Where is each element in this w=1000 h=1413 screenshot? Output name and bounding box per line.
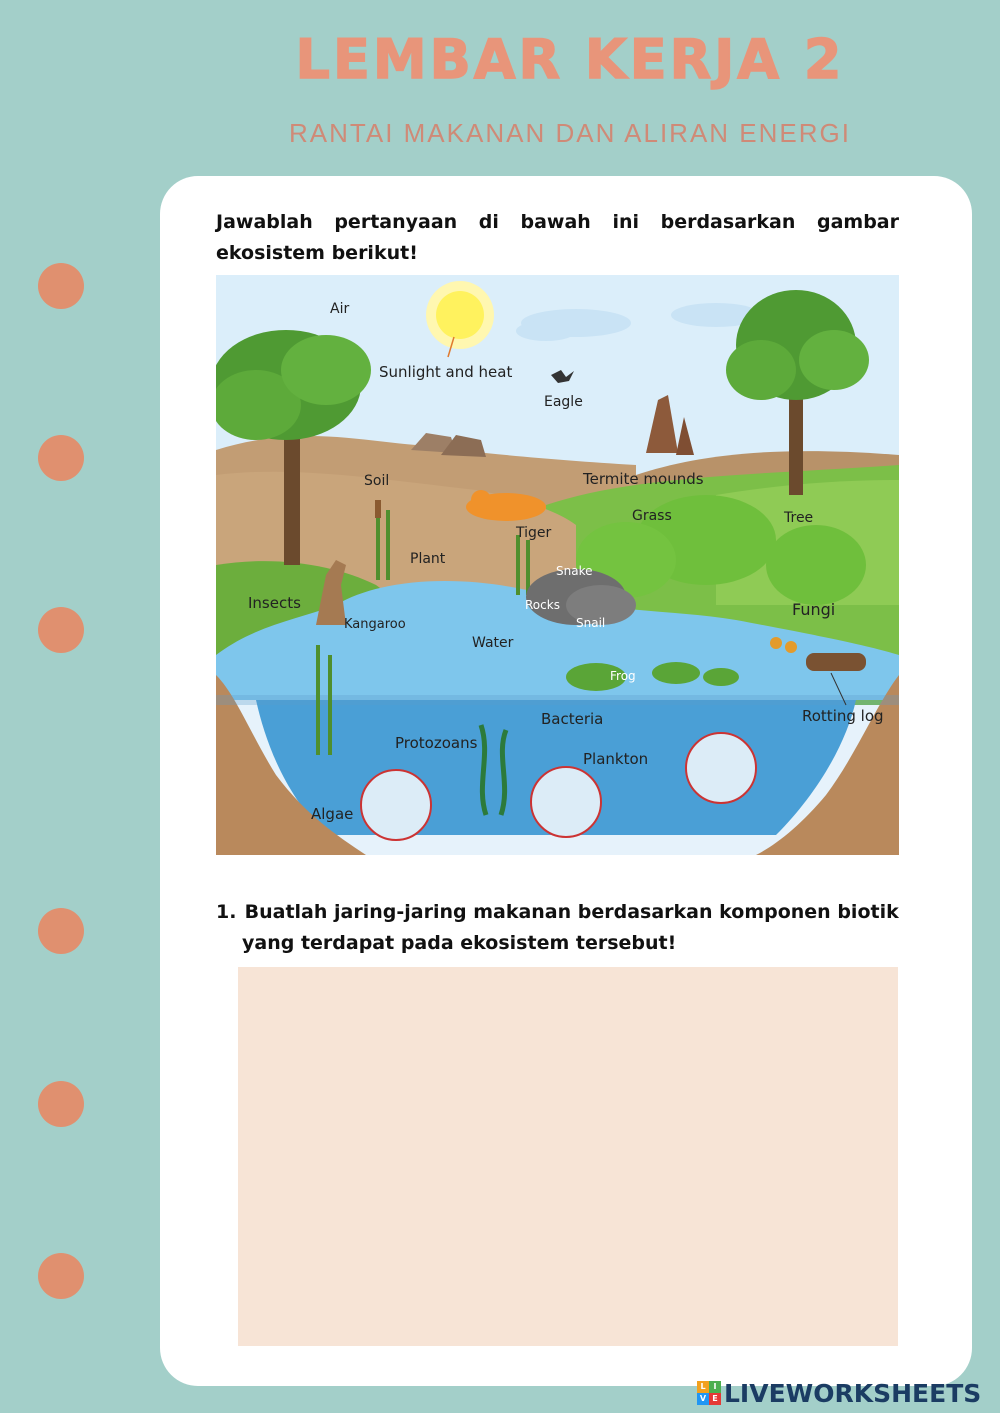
worksheet-subtitle: RANTAI MAKANAN DAN ALIRAN ENERGI (289, 118, 851, 148)
liveworksheets-footer (697, 1377, 981, 1409)
label-algae: Algae (311, 805, 354, 823)
brand-name: LIVEWORKSHEETS (724, 1378, 982, 1408)
label-kangaroo: Kangaroo (344, 617, 406, 632)
binder-dot (38, 263, 84, 309)
question-line-2: yang terdapat pada ekosistem tersebut! (242, 932, 677, 954)
instruction-text: Jawablah pertanyaan di bawah ini berdasarkan gambar ekosistem berikut! (216, 211, 899, 264)
label-bacteria: Bacteria (541, 710, 604, 728)
worksheet-title: LEMBAR KERJA 2 (295, 28, 845, 91)
binder-dot (38, 607, 84, 653)
label-snake: Snake (556, 564, 593, 578)
binder-dot (38, 1253, 84, 1299)
binder-dot (38, 1081, 84, 1127)
label-water: Water (472, 635, 514, 651)
label-insects: Insects (248, 594, 301, 612)
label-rocks: Rocks (525, 598, 560, 612)
label-plant: Plant (410, 551, 446, 567)
label-frog: Frog (610, 669, 636, 683)
question-1 (216, 897, 906, 959)
label-rotting-log: Rotting log (802, 707, 884, 725)
ecosystem-illustration (216, 275, 899, 855)
label-air: Air (330, 301, 350, 317)
label-tree: Tree (784, 510, 814, 526)
question-line-1: Buatlah jaring-jaring makanan berdasarkan komponen biotik (244, 901, 899, 923)
label-plankton: Plankton (583, 750, 649, 768)
label-eagle: Eagle (544, 394, 583, 410)
label-tiger: Tiger (516, 525, 552, 541)
binder-dot (38, 435, 84, 481)
label-grass: Grass (632, 508, 672, 524)
label-termite: Termite mounds (583, 470, 704, 488)
liveworksheets-logo-icon: L I V E (697, 1381, 721, 1405)
label-soil: Soil (364, 473, 390, 489)
answer-box[interactable] (238, 967, 898, 1346)
label-fungi: Fungi (792, 600, 836, 619)
label-sunlight: Sunlight and heat (379, 363, 513, 381)
label-protozoans: Protozoans (395, 734, 478, 752)
binder-dot (38, 908, 84, 954)
question-number: 1. (216, 901, 237, 923)
label-snail: Snail (576, 616, 606, 630)
